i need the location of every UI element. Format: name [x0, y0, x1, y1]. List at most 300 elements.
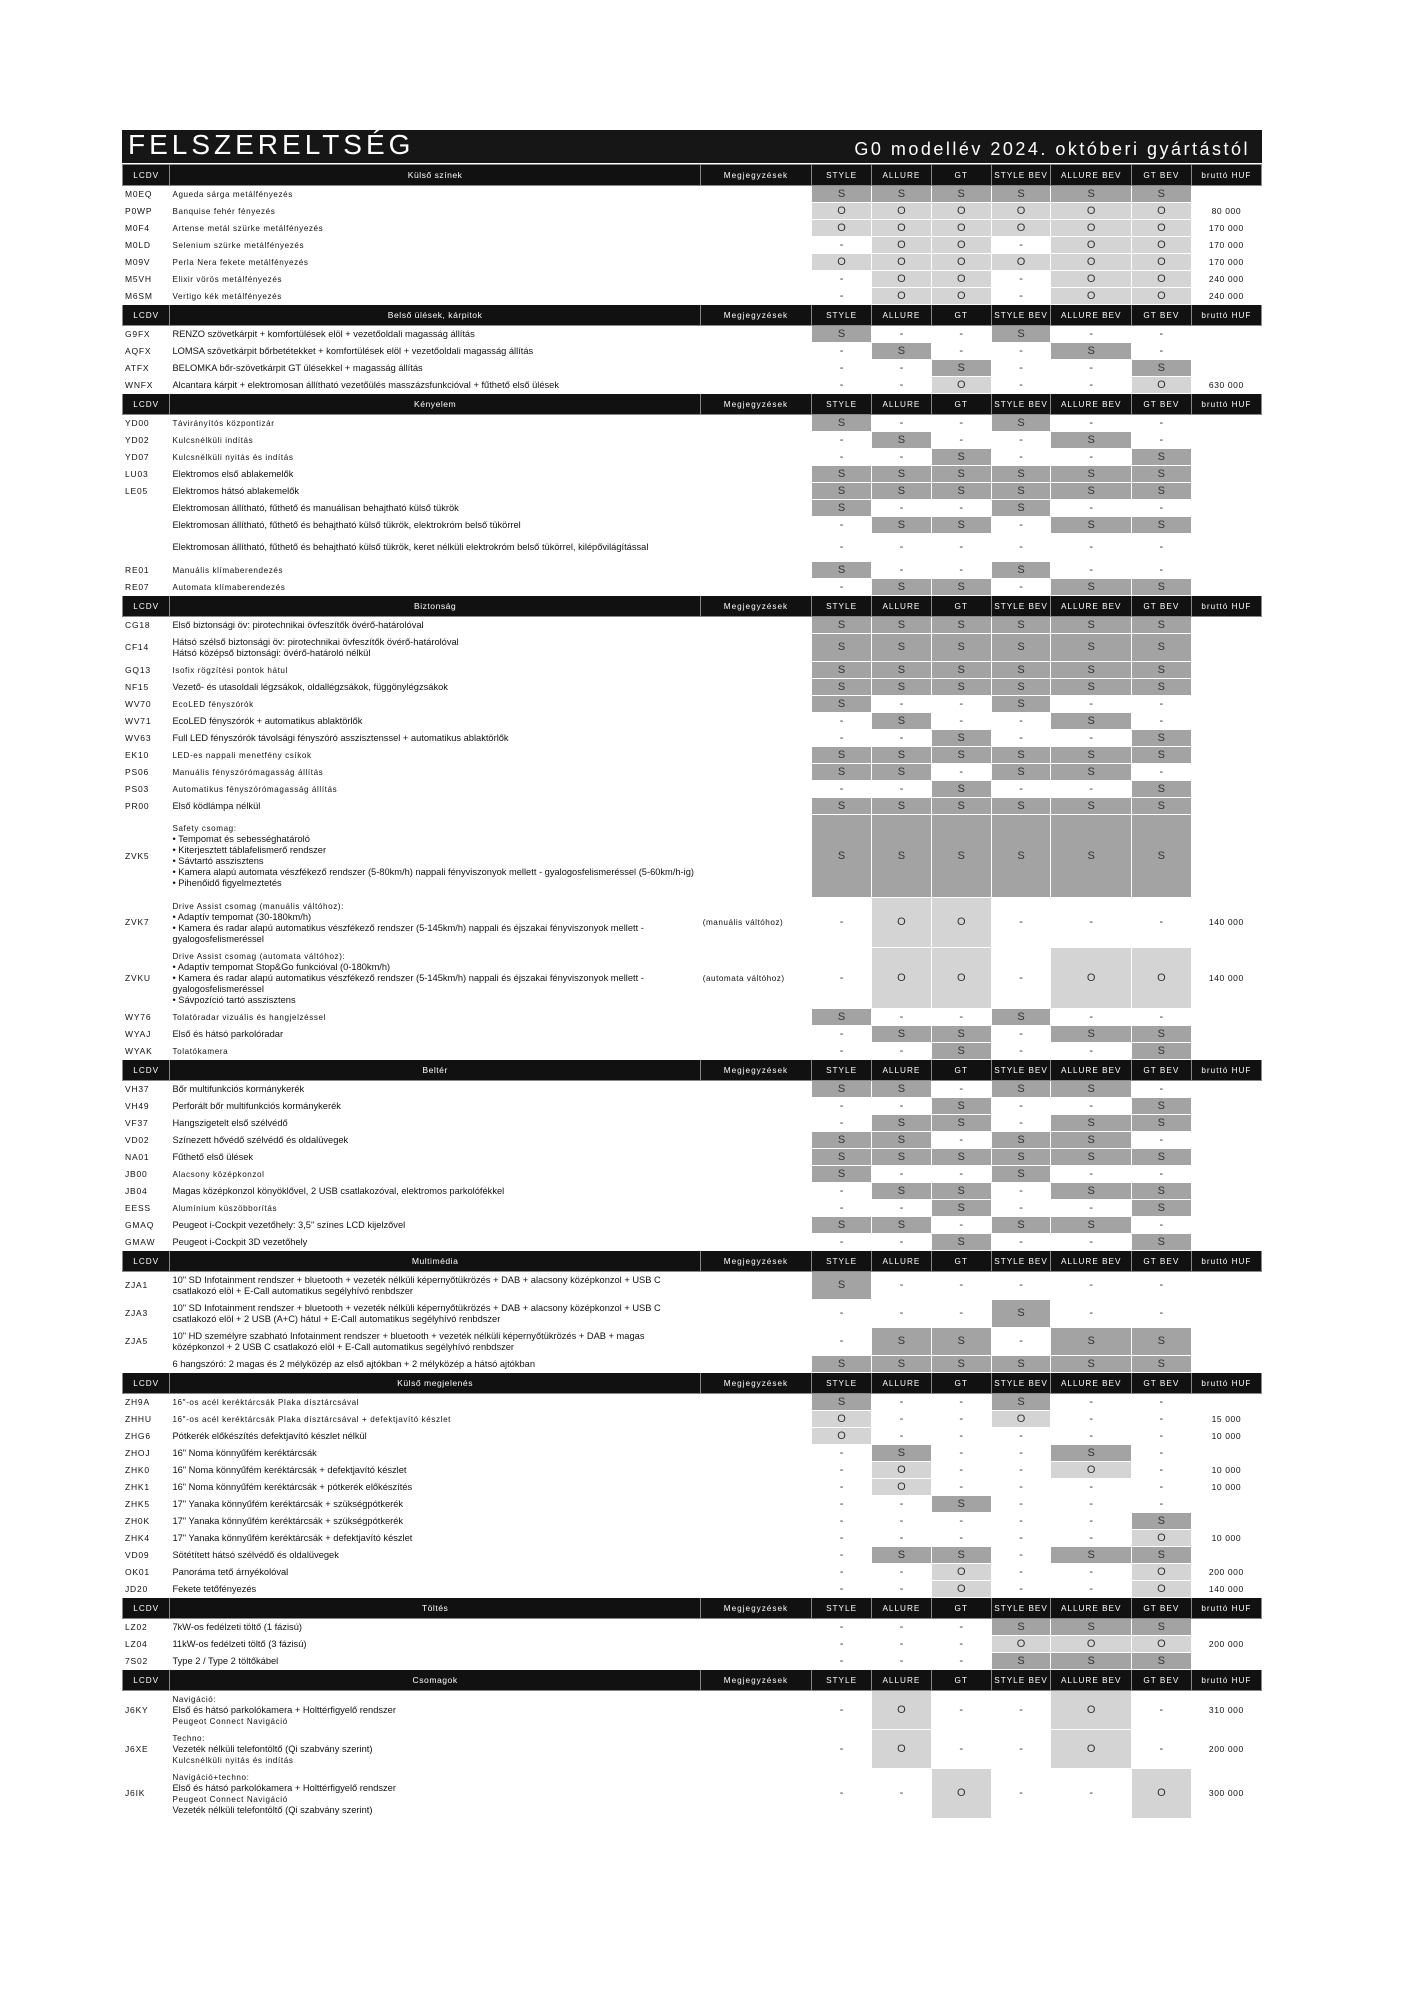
- equipment-description: Sötétített hátsó szélvédő és oldalüvegek: [170, 1547, 700, 1564]
- price-cell: [1191, 1098, 1261, 1115]
- availability-style: S: [812, 1166, 872, 1183]
- equipment-row: [123, 1166, 1262, 1183]
- price-cell: [1191, 713, 1261, 730]
- availability-allure: O: [871, 1730, 931, 1769]
- header-trim-allure: ALLURE: [871, 1060, 931, 1081]
- note-cell: [700, 1547, 811, 1564]
- availability-style: -: [812, 449, 872, 466]
- equipment-row: [123, 1132, 1262, 1149]
- header-trim-gt-bev: GT BEV: [1131, 596, 1191, 617]
- availability-style: -: [812, 237, 872, 254]
- price-cell: [1191, 1547, 1261, 1564]
- availability-gt: S: [931, 1547, 991, 1564]
- price-cell: [1191, 466, 1261, 483]
- availability-gt: O: [931, 1581, 991, 1598]
- availability-style-bev: O: [991, 203, 1051, 220]
- section-title: Külső színek: [170, 165, 700, 186]
- availability-style: -: [812, 1581, 872, 1598]
- equipment-row: [123, 1530, 1262, 1547]
- availability-allure-bev: -: [1051, 1513, 1131, 1530]
- lcdv-code: J6KY: [123, 1691, 170, 1730]
- header-notes: Megjegyzések: [700, 1251, 811, 1272]
- availability-style-bev: S: [991, 1356, 1051, 1373]
- price-cell: [1191, 1200, 1261, 1217]
- note-cell: [700, 203, 811, 220]
- price-cell: 80 000: [1191, 203, 1261, 220]
- availability-gt: S: [931, 730, 991, 747]
- price-cell: [1191, 634, 1261, 662]
- equipment-row: [123, 415, 1262, 432]
- lcdv-code: ZHOJ: [123, 1445, 170, 1462]
- availability-gt-bev: S: [1131, 815, 1191, 898]
- equipment-description: Full LED fényszórók távolsági fényszóró asszisztenssel + automatikus ablaktörlők: [170, 730, 700, 747]
- equipment-description: Elixir vörös metálfényezés: [170, 271, 700, 288]
- header-trim-gt-bev: GT BEV: [1131, 1598, 1191, 1619]
- availability-style: S: [812, 1132, 872, 1149]
- availability-allure: -: [871, 1098, 931, 1115]
- availability-allure-bev: O: [1051, 1462, 1131, 1479]
- availability-gt: S: [931, 483, 991, 500]
- note-cell: [700, 483, 811, 500]
- header-lcdv: LCDV: [123, 165, 170, 186]
- availability-allure: -: [871, 1653, 931, 1670]
- availability-gt: S: [931, 1149, 991, 1166]
- availability-allure-bev: S: [1051, 1026, 1131, 1043]
- equipment-description: Első biztonsági öv: pirotechnikai övfeszítők övérő-határolóval: [170, 617, 700, 634]
- equipment-row: [123, 220, 1262, 237]
- lcdv-code: M0EQ: [123, 186, 170, 203]
- section-header-row: [123, 165, 1262, 186]
- equipment-row: [123, 1009, 1262, 1026]
- availability-allure-bev: -: [1051, 1272, 1131, 1300]
- lcdv-code: M0LD: [123, 237, 170, 254]
- availability-gt-bev: S: [1131, 186, 1191, 203]
- availability-gt: -: [931, 1166, 991, 1183]
- availability-gt: -: [931, 1445, 991, 1462]
- price-cell: [1191, 1513, 1261, 1530]
- equipment-row: [123, 1098, 1262, 1115]
- availability-allure: -: [871, 449, 931, 466]
- note-cell: [700, 1234, 811, 1251]
- equipment-description: Manuális fényszórómagasság állítás: [170, 764, 700, 781]
- header-trim-gt: GT: [931, 596, 991, 617]
- header-lcdv: LCDV: [123, 1373, 170, 1394]
- availability-gt: S: [931, 579, 991, 596]
- availability-style: S: [812, 500, 872, 517]
- section-title: Beltér: [170, 1060, 700, 1081]
- note-cell: [700, 1166, 811, 1183]
- lcdv-code: ZJA3: [123, 1300, 170, 1328]
- header-trim-gt: GT: [931, 165, 991, 186]
- availability-style-bev: O: [991, 1636, 1051, 1653]
- availability-gt: -: [931, 1132, 991, 1149]
- availability-allure-bev: -: [1051, 1098, 1131, 1115]
- equipment-description: [170, 634, 700, 662]
- availability-style: S: [812, 696, 872, 713]
- lcdv-code: M09V: [123, 254, 170, 271]
- availability-allure: -: [871, 696, 931, 713]
- availability-gt-bev: O: [1131, 1564, 1191, 1581]
- availability-style: -: [812, 1636, 872, 1653]
- availability-style-bev: -: [991, 1043, 1051, 1060]
- availability-gt: S: [931, 186, 991, 203]
- availability-style: S: [812, 1356, 872, 1373]
- availability-style: S: [812, 1272, 872, 1300]
- note-cell: [700, 1300, 811, 1328]
- availability-allure-bev: -: [1051, 1234, 1131, 1251]
- availability-style: -: [812, 579, 872, 596]
- availability-gt: -: [931, 1009, 991, 1026]
- equipment-description: [170, 815, 700, 898]
- lcdv-code: P0WP: [123, 203, 170, 220]
- header-notes: Megjegyzések: [700, 394, 811, 415]
- header-trim-style-bev: STYLE BEV: [991, 1598, 1051, 1619]
- price-cell: [1191, 1081, 1261, 1098]
- availability-allure: S: [871, 579, 931, 596]
- availability-style-bev: S: [991, 1300, 1051, 1328]
- availability-allure: -: [871, 1166, 931, 1183]
- availability-gt: S: [931, 466, 991, 483]
- lcdv-code: ZHK0: [123, 1462, 170, 1479]
- equipment-row: [123, 617, 1262, 634]
- availability-style-bev: -: [991, 1115, 1051, 1132]
- equipment-description: Első ködlámpa nélkül: [170, 798, 700, 815]
- availability-style-bev: -: [991, 1691, 1051, 1730]
- lcdv-code: WYAK: [123, 1043, 170, 1060]
- availability-style: -: [812, 1619, 872, 1636]
- availability-style-bev: S: [991, 1653, 1051, 1670]
- header-trim-allure: ALLURE: [871, 165, 931, 186]
- availability-style-bev: -: [991, 1530, 1051, 1547]
- availability-style-bev: S: [991, 747, 1051, 764]
- equipment-description: Peugeot i-Cockpit 3D vezetőhely: [170, 1234, 700, 1251]
- availability-allure: S: [871, 1026, 931, 1043]
- section-header-row: [123, 1060, 1262, 1081]
- price-cell: 10 000: [1191, 1479, 1261, 1496]
- header-trim-style: STYLE: [812, 165, 872, 186]
- lcdv-code: G9FX: [123, 326, 170, 343]
- equipment-row: [123, 343, 1262, 360]
- equipment-description: Távirányítós központizár: [170, 415, 700, 432]
- availability-allure: -: [871, 1513, 931, 1530]
- availability-gt: S: [931, 617, 991, 634]
- note-cell: [700, 326, 811, 343]
- description-line: • Adaptív tempomat (30-180km/h): [172, 911, 312, 922]
- lcdv-code: ZHHU: [123, 1411, 170, 1428]
- availability-gt: -: [931, 696, 991, 713]
- availability-allure-bev: S: [1051, 517, 1131, 534]
- price-cell: 140 000: [1191, 1581, 1261, 1598]
- price-cell: [1191, 1653, 1261, 1670]
- availability-style-bev: -: [991, 1496, 1051, 1513]
- availability-allure-bev: -: [1051, 1581, 1131, 1598]
- availability-gt: -: [931, 1636, 991, 1653]
- availability-allure: S: [871, 1328, 931, 1356]
- header-notes: Megjegyzések: [700, 305, 811, 326]
- availability-gt-bev: O: [1131, 948, 1191, 1009]
- availability-gt: S: [931, 1043, 991, 1060]
- availability-allure: S: [871, 1356, 931, 1373]
- availability-style-bev: S: [991, 562, 1051, 579]
- header-trim-style-bev: STYLE BEV: [991, 1670, 1051, 1691]
- availability-allure: S: [871, 1445, 931, 1462]
- availability-allure-bev: S: [1051, 343, 1131, 360]
- availability-style-bev: -: [991, 288, 1051, 305]
- availability-style: O: [812, 1428, 872, 1445]
- availability-style-bev: -: [991, 1183, 1051, 1200]
- header-trim-allure-bev: ALLURE BEV: [1051, 1598, 1131, 1619]
- availability-gt: -: [931, 1217, 991, 1234]
- availability-style: -: [812, 360, 872, 377]
- availability-allure-bev: -: [1051, 1530, 1131, 1547]
- lcdv-code: WY76: [123, 1009, 170, 1026]
- availability-style: -: [812, 1445, 872, 1462]
- availability-style: S: [812, 326, 872, 343]
- note-cell: [700, 1445, 811, 1462]
- availability-allure-bev: S: [1051, 679, 1131, 696]
- availability-style: O: [812, 203, 872, 220]
- availability-allure: -: [871, 1636, 931, 1653]
- equipment-description: 6 hangszóró: 2 magas és 2 mélyközép az első ajtókban + 2 mélyközép a hátsó ajtókban: [170, 1356, 700, 1373]
- lcdv-code: ZH0K: [123, 1513, 170, 1530]
- availability-style-bev: S: [991, 186, 1051, 203]
- lcdv-code: ZHK5: [123, 1496, 170, 1513]
- note-cell: [700, 1394, 811, 1411]
- lcdv-code: JB00: [123, 1166, 170, 1183]
- availability-allure: O: [871, 1462, 931, 1479]
- availability-gt-bev: S: [1131, 662, 1191, 679]
- availability-allure: S: [871, 483, 931, 500]
- header-trim-allure-bev: ALLURE BEV: [1051, 394, 1131, 415]
- availability-gt: -: [931, 1479, 991, 1496]
- note-cell: [700, 1149, 811, 1166]
- price-cell: [1191, 781, 1261, 798]
- availability-gt: -: [931, 534, 991, 562]
- availability-style-bev: S: [991, 764, 1051, 781]
- price-cell: 170 000: [1191, 220, 1261, 237]
- availability-allure-bev: -: [1051, 898, 1131, 948]
- equipment-description: 16" Noma könnyűfém keréktárcsák: [170, 1445, 700, 1462]
- note-cell: [700, 415, 811, 432]
- availability-style: -: [812, 1691, 872, 1730]
- availability-style-bev: O: [991, 220, 1051, 237]
- note-cell: (automata váltóhoz): [700, 948, 811, 1009]
- availability-style-bev: -: [991, 1234, 1051, 1251]
- header-trim-style-bev: STYLE BEV: [991, 596, 1051, 617]
- lcdv-code: ZHG6: [123, 1428, 170, 1445]
- availability-allure: -: [871, 1496, 931, 1513]
- availability-gt-bev: S: [1131, 1149, 1191, 1166]
- equipment-row: [123, 1300, 1262, 1328]
- price-cell: [1191, 449, 1261, 466]
- note-cell: [700, 360, 811, 377]
- availability-allure-bev: S: [1051, 1115, 1131, 1132]
- availability-allure: -: [871, 360, 931, 377]
- availability-gt-bev: O: [1131, 203, 1191, 220]
- header-trim-style: STYLE: [812, 394, 872, 415]
- description-line: Navigáció+techno:: [172, 1772, 250, 1782]
- availability-allure-bev: -: [1051, 1428, 1131, 1445]
- availability-allure: O: [871, 220, 931, 237]
- equipment-description: Tolatóradar vizuális és hangjelzéssel: [170, 1009, 700, 1026]
- note-cell: [700, 1356, 811, 1373]
- availability-allure-bev: O: [1051, 948, 1131, 1009]
- equipment-description: [170, 534, 700, 562]
- availability-style-bev: S: [991, 466, 1051, 483]
- availability-gt-bev: S: [1131, 1098, 1191, 1115]
- price-cell: 200 000: [1191, 1564, 1261, 1581]
- lcdv-code: [123, 500, 170, 517]
- header-notes: Megjegyzések: [700, 1373, 811, 1394]
- availability-gt-bev: S: [1131, 1356, 1191, 1373]
- availability-gt-bev: -: [1131, 432, 1191, 449]
- availability-style-bev: S: [991, 1132, 1051, 1149]
- availability-allure-bev: -: [1051, 449, 1131, 466]
- availability-style-bev: -: [991, 449, 1051, 466]
- note-cell: [700, 1581, 811, 1598]
- availability-allure-bev: -: [1051, 415, 1131, 432]
- availability-allure-bev: -: [1051, 781, 1131, 798]
- availability-style: -: [812, 343, 872, 360]
- price-cell: [1191, 617, 1261, 634]
- description-line: Vezeték nélküli telefontöltő (Qi szabvány szerint): [172, 1804, 373, 1815]
- availability-allure: O: [871, 237, 931, 254]
- note-cell: [700, 1328, 811, 1356]
- equipment-row: [123, 1200, 1262, 1217]
- description-line: Safety csomag:: [172, 824, 237, 833]
- price-cell: [1191, 1300, 1261, 1328]
- availability-gt-bev: S: [1131, 1653, 1191, 1670]
- header-trim-allure: ALLURE: [871, 596, 931, 617]
- availability-style-bev: -: [991, 432, 1051, 449]
- availability-style: O: [812, 220, 872, 237]
- price-cell: 240 000: [1191, 288, 1261, 305]
- header-trim-gt-bev: GT BEV: [1131, 165, 1191, 186]
- availability-style: S: [812, 815, 872, 898]
- availability-style: O: [812, 1411, 872, 1428]
- availability-gt-bev: -: [1131, 500, 1191, 517]
- equipment-row: [123, 237, 1262, 254]
- availability-style-bev: -: [991, 1513, 1051, 1530]
- availability-gt: O: [931, 220, 991, 237]
- equipment-description: Banquise fehér fényezés: [170, 203, 700, 220]
- note-cell: [700, 186, 811, 203]
- equipment-row: [123, 360, 1262, 377]
- availability-style: -: [812, 781, 872, 798]
- price-cell: 10 000: [1191, 1462, 1261, 1479]
- availability-gt-bev: S: [1131, 730, 1191, 747]
- availability-allure-bev: O: [1051, 254, 1131, 271]
- lcdv-code: 7S02: [123, 1653, 170, 1670]
- description-line: Első és hátsó parkolókamera + Holttérfigyelő rendszer: [172, 1704, 396, 1715]
- availability-allure: -: [871, 1200, 931, 1217]
- availability-style: S: [812, 466, 872, 483]
- price-cell: [1191, 562, 1261, 579]
- header-lcdv: LCDV: [123, 1060, 170, 1081]
- equipment-row: [123, 1619, 1262, 1636]
- note-cell: [700, 1183, 811, 1200]
- availability-gt-bev: S: [1131, 1619, 1191, 1636]
- description-line: • Kiterjesztett táblafelismerő rendszer: [172, 845, 327, 855]
- equipment-description: [170, 1300, 700, 1328]
- availability-style-bev: S: [991, 798, 1051, 815]
- header-trim-gt-bev: GT BEV: [1131, 1251, 1191, 1272]
- note-cell: [700, 1479, 811, 1496]
- price-cell: [1191, 1217, 1261, 1234]
- lcdv-code: NA01: [123, 1149, 170, 1166]
- lcdv-code: VD02: [123, 1132, 170, 1149]
- equipment-description: [170, 948, 700, 1009]
- availability-style-bev: -: [991, 1462, 1051, 1479]
- availability-gt: -: [931, 326, 991, 343]
- note-cell: [700, 634, 811, 662]
- availability-allure: O: [871, 254, 931, 271]
- availability-style: S: [812, 679, 872, 696]
- price-cell: [1191, 579, 1261, 596]
- equipment-row: [123, 1183, 1262, 1200]
- header-lcdv: LCDV: [123, 305, 170, 326]
- header-lcdv: LCDV: [123, 1598, 170, 1619]
- equipment-description: Kulcsnélküli nyitás és indítás: [170, 449, 700, 466]
- description-line: 10" SD Infotainment rendszer + bluetooth + vezeték nélküli képernyőtükrözés + DAB + alacsony középkonzol + USB C csatlakozó elöl + E-Call automatikus segélyhívó renbdszer: [172, 1274, 661, 1296]
- header-trim-gt-bev: GT BEV: [1131, 305, 1191, 326]
- header-trim-allure: ALLURE: [871, 305, 931, 326]
- header-trim-style: STYLE: [812, 1373, 872, 1394]
- availability-allure: S: [871, 662, 931, 679]
- equipment-row: [123, 1769, 1262, 1819]
- description-line: • Kamera és radar alapú automatikus vészfékező rendszer (5-145km/h) nappali és éjszakai fényviszonyok mellett - gyalogosfelismeréssel: [172, 922, 644, 944]
- availability-gt: S: [931, 815, 991, 898]
- price-cell: [1191, 1328, 1261, 1356]
- header-notes: Megjegyzések: [700, 165, 811, 186]
- availability-allure-bev: O: [1051, 1691, 1131, 1730]
- availability-allure: -: [871, 781, 931, 798]
- equipment-row: [123, 562, 1262, 579]
- price-cell: [1191, 1445, 1261, 1462]
- note-cell: [700, 1636, 811, 1653]
- availability-allure-bev: -: [1051, 1479, 1131, 1496]
- header-lcdv: LCDV: [123, 394, 170, 415]
- availability-style-bev: S: [991, 1149, 1051, 1166]
- availability-style-bev: S: [991, 696, 1051, 713]
- availability-style-bev: S: [991, 617, 1051, 634]
- availability-gt: -: [931, 1462, 991, 1479]
- availability-gt-bev: O: [1131, 254, 1191, 271]
- section-title: Csomagok: [170, 1670, 700, 1691]
- availability-allure: -: [871, 377, 931, 394]
- equipment-row: [123, 1653, 1262, 1670]
- header-trim-gt-bev: GT BEV: [1131, 1060, 1191, 1081]
- availability-gt-bev: -: [1131, 1166, 1191, 1183]
- lcdv-code: ZVK5: [123, 815, 170, 898]
- price-cell: 170 000: [1191, 237, 1261, 254]
- price-cell: [1191, 815, 1261, 898]
- note-cell: [700, 781, 811, 798]
- availability-gt-bev: -: [1131, 1132, 1191, 1149]
- availability-gt-bev: S: [1131, 1043, 1191, 1060]
- equipment-description: [170, 1691, 700, 1730]
- equipment-description: Első és hátsó parkolóradar: [170, 1026, 700, 1043]
- equipment-row: [123, 747, 1262, 764]
- availability-allure-bev: S: [1051, 662, 1131, 679]
- description-line: Vezeték nélküli telefontöltő (Qi szabvány szerint): [172, 1743, 373, 1754]
- note-cell: (manuális váltóhoz): [700, 898, 811, 948]
- availability-style-bev: -: [991, 237, 1051, 254]
- availability-allure: S: [871, 432, 931, 449]
- availability-allure: S: [871, 764, 931, 781]
- availability-style-bev: -: [991, 343, 1051, 360]
- lcdv-code: [123, 534, 170, 562]
